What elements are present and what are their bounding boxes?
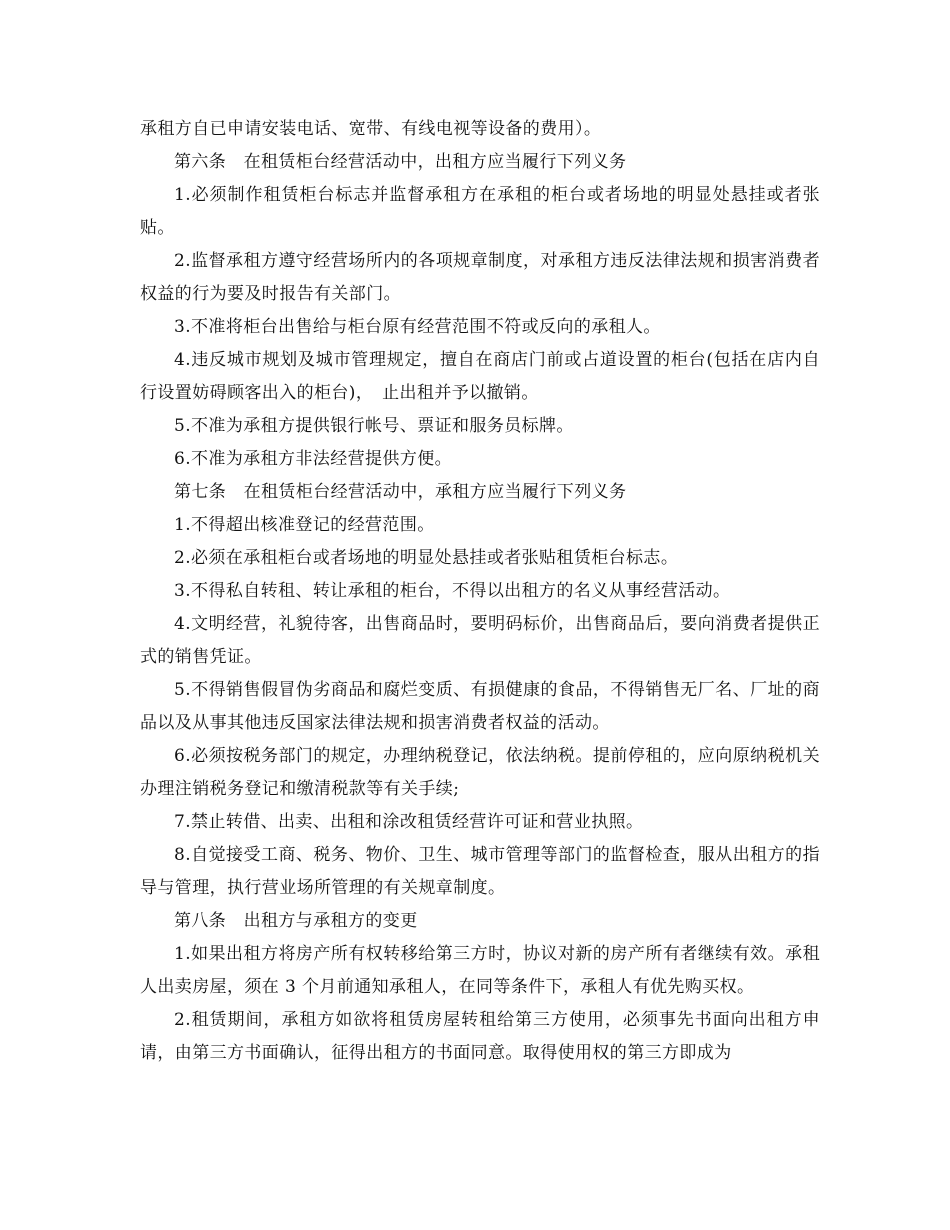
- article-7-item-4: 4.文明经营，礼貌待客，出售商品时，要明码标价，出售商品后，要向消费者提供正式的销售凭证。: [140, 614, 820, 667]
- article-7-item-1: 1.不得超出核准登记的经营范围。: [174, 515, 435, 535]
- article-8-heading: 第八条 出租方与承租方的变更: [174, 911, 418, 931]
- article-6-item-2: 2.监督承租方遵守经营场所内的各项规章制度，对承租方违反法律法规和损害消费者权益的行为要及时报告有关部门。: [140, 251, 820, 304]
- document-body: [140, 113, 820, 1070]
- article-6-item-3: 3.不准将柜台出售给与柜台原有经营范围不符或反向的承租人。: [174, 317, 661, 337]
- article-7-item-6: 6.必须按税务部门的规定，办理纳税登记，依法纳税。提前停租的，应向原纳税机关办理注销税务登记和缴清税款等有关手续;: [140, 746, 820, 799]
- article-6-item-4: 4.违反城市规划及城市管理规定，擅自在商店门前或占道设置的柜台(包括在店内自行设置妨碍顾客出入的柜台)， 止出租并予以撤销。: [140, 350, 820, 403]
- article-8-item-1: 1.如果出租方将房产所有权转移给第三方时，协议对新的房产所有者继续有效。承租人出卖房屋，须在 3 个月前通知承租人，在同等条件下，承租人有优先购买权。: [140, 944, 820, 997]
- article-6-item-5: 5.不准为承租方提供银行帐号、票证和服务员标牌。: [174, 416, 574, 436]
- article-7-item-5: 5.不得销售假冒伪劣商品和腐烂变质、有损健康的食品，不得销售无厂名、厂址的商品以及从事其他违反国家法律法规和损害消费者权益的活动。: [140, 680, 820, 733]
- article-7-heading: 第七条 在租赁柜台经营活动中，承租方应当履行下列义务: [174, 482, 627, 502]
- paragraph-continuation: 承租方自已申请安装电话、宽带、有线电视等设备的费用）。: [140, 119, 602, 139]
- article-8-item-2: 2.租赁期间，承租方如欲将租赁房屋转租给第三方使用，必须事先书面向出租方申请，由第三方书面确认，征得出租方的书面同意。取得使用权的第三方即成为: [140, 1010, 820, 1063]
- article-6-heading: 第六条 在租赁柜台经营活动中，出租方应当履行下列义务: [174, 152, 627, 172]
- article-6-item-1: 1.必须制作租赁柜台标志并监督承租方在承租的柜台或者场地的明显处悬挂或者张贴。: [140, 185, 820, 238]
- article-7-item-2: 2.必须在承租柜台或者场地的明显处悬挂或者张贴租赁柜台标志。: [174, 548, 679, 568]
- article-7-item-3: 3.不得私自转租、转让承租的柜台，不得以出租方的名义从事经营活动。: [174, 581, 731, 601]
- article-6-item-6: 6.不准为承租方非法经营提供方便。: [174, 449, 453, 469]
- article-7-item-7: 7.禁止转借、出卖、出租和涂改租赁经营许可证和营业执照。: [174, 812, 644, 832]
- article-7-item-8: 8.自觉接受工商、税务、物价、卫生、城市管理等部门的监督检查，服从出租方的指导与管理，执行营业场所管理的有关规章制度。: [140, 845, 820, 898]
